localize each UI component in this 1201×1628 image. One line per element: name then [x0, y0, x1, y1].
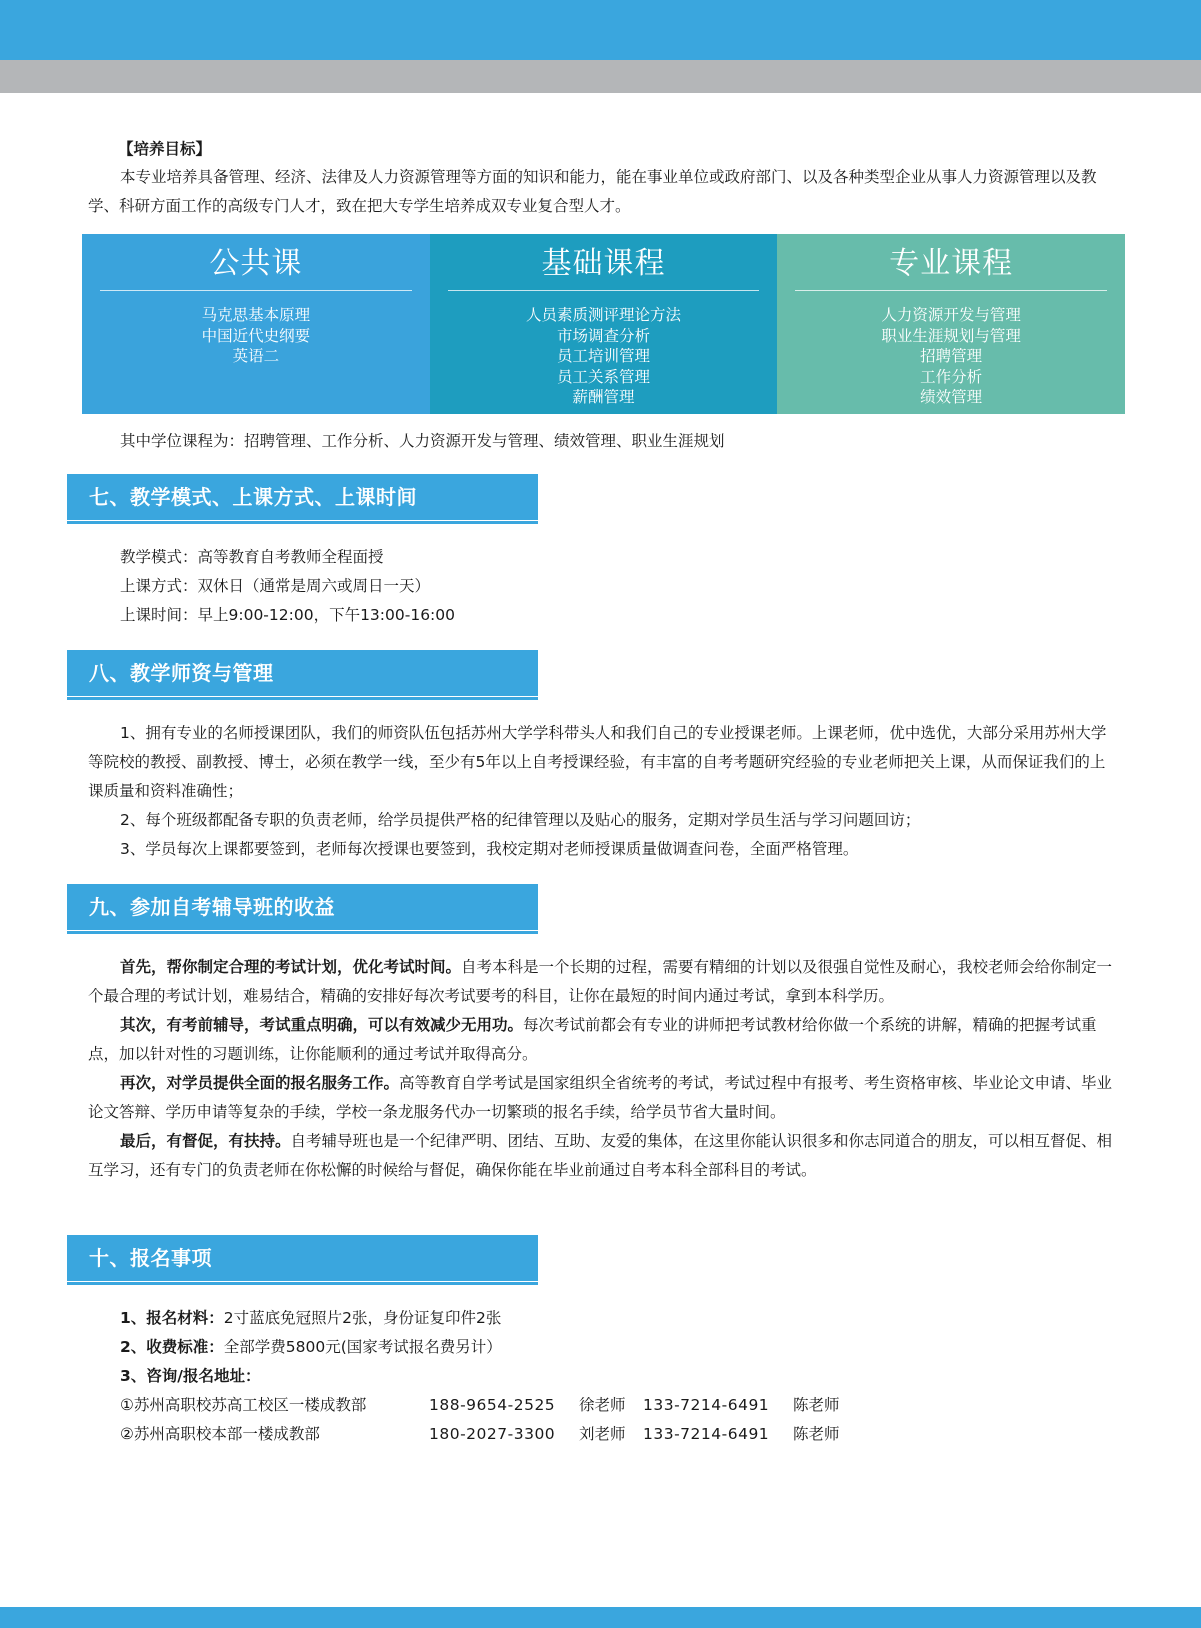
faculty-point-1: 1、拥有专业的名师授课团队，我们的师资队伍包括苏州大学学科带头人和我们自己的专业授课老师。上课老师，优中选优，大部分采用苏州大学等院校的教授、副教授、博士，必须在教学一线，至少有5年以上自考授课经验，有丰富的自考考题研究经验的专业老师把关上课，从而保证我们的上课质量和资料准确性；	[88, 724, 1107, 800]
teaching-mode: 教学模式：高等教育自考教师全程面授	[120, 548, 384, 566]
course-list	[430, 305, 778, 408]
faculty-paragraphs	[88, 719, 1118, 864]
faculty-point-3: 3、学员每次上课都要签到，老师每次授课也要签到，我校定期对老师授课质量做调查问卷，全面严格管理。	[120, 840, 859, 858]
divider	[100, 290, 412, 291]
contact-phone: 133-7214-6491	[643, 1396, 770, 1414]
course-item: 职业生涯规划与管理	[881, 326, 1021, 345]
course-column-title: 专业课程	[889, 246, 1014, 281]
contact-phone: 133-7214-6491	[643, 1425, 770, 1443]
course-column-public	[82, 234, 430, 414]
course-list	[777, 305, 1125, 408]
course-item: 工作分析	[920, 367, 983, 386]
contact-label-line	[120, 1362, 857, 1391]
course-item: 中国近代史纲要	[201, 326, 311, 345]
divider	[448, 290, 760, 291]
course-table	[82, 234, 1125, 414]
fee-line	[120, 1333, 857, 1362]
section-title-8: 八、教学师资与管理	[67, 650, 538, 696]
contact-location: ②苏州高职校本部一楼成教部	[120, 1425, 320, 1443]
contact-location: ①苏州高职校苏高工校区一楼成教部	[120, 1396, 367, 1414]
course-column-major	[777, 234, 1125, 414]
benefit-paragraphs	[88, 953, 1118, 1185]
course-column-title: 公共课	[209, 246, 303, 281]
contact-row	[120, 1391, 857, 1420]
benefit-3-heading: 再次，对学员提供全面的报名服务工作。	[120, 1074, 400, 1092]
contact-phone: 188-9654-2525	[429, 1396, 556, 1414]
top-blue-band	[0, 0, 1201, 60]
section-title-7: 七、教学模式、上课方式、上课时间	[67, 474, 538, 520]
course-item: 英语二	[232, 347, 280, 365]
class-time: 上课时间：早上9:00-12:00，下午13:00-16:00	[120, 606, 455, 624]
contact-name: 陈老师	[793, 1396, 840, 1414]
course-list	[82, 305, 430, 367]
benefit-4-heading: 最后，有督促，有扶持。	[120, 1132, 291, 1150]
contact-name: 陈老师	[793, 1425, 840, 1443]
contact-row	[120, 1420, 857, 1449]
goal-title: 【培养目标】	[118, 140, 212, 158]
materials-text: 2寸蓝底免冠照片2张，身份证复印件2张	[223, 1309, 502, 1327]
fee-text: 全部学费5800元(国家考试报名费另计）	[223, 1338, 502, 1356]
course-item: 招聘管理	[920, 347, 983, 365]
contact-name: 徐老师	[579, 1396, 626, 1414]
contact-label: 3、咨询/报名地址：	[120, 1367, 261, 1385]
bottom-blue-band	[0, 1607, 1201, 1628]
course-item: 员工培训管理	[557, 347, 651, 365]
course-item: 员工关系管理	[557, 367, 651, 386]
divider	[795, 290, 1107, 291]
materials-label: 1、报名材料：	[120, 1309, 224, 1327]
enrollment-info	[120, 1304, 857, 1449]
contact-phone: 180-2027-3300	[429, 1425, 556, 1443]
section-title-9: 九、参加自考辅导班的收益	[67, 884, 538, 930]
benefit-3	[88, 1069, 1118, 1127]
course-item: 马克思基本原理	[201, 306, 311, 324]
course-item: 薪酬管理	[572, 388, 635, 406]
benefit-4-text: 自考辅导班也是一个纪律严明、团结、互助、友爱的集体，在这里你能认识很多和你志同道合的朋友，可以相互督促、相互学习，还有专门的负责老师在你松懈的时候给与督促，确保你能在毕业前通过自考本科全部科目的考试。	[88, 1132, 1113, 1179]
course-column-title: 基础课程	[541, 246, 666, 281]
benefit-2-heading: 其次，有考前辅导，考试重点明确，可以有效减少无用功。	[120, 1016, 524, 1034]
benefit-1-heading: 首先，帮你制定合理的考试计划，优化考试时间。	[120, 958, 462, 976]
course-item: 市场调查分析	[557, 326, 651, 345]
section-title-10: 十、报名事项	[67, 1235, 538, 1281]
course-column-basic	[430, 234, 778, 414]
contact-name: 刘老师	[579, 1425, 626, 1443]
benefit-2	[88, 1011, 1118, 1069]
benefit-3-text: 高等教育自学考试是国家组织全省统考的考试，考试过程中有报考、考生资格审核、毕业论文申请、毕业论文答辩、学历申请等复杂的手续，学校一条龙服务代办一切繁琐的报名手续，给学员节省大量时间。	[88, 1074, 1113, 1121]
degree-courses: 其中学位课程为：招聘管理、工作分析、人力资源开发与管理、绩效管理、职业生涯规划	[120, 432, 725, 450]
fee-label: 2、收费标准：	[120, 1338, 224, 1356]
course-item: 人力资源开发与管理	[881, 306, 1021, 324]
faculty-point-2: 2、每个班级都配备专职的负责老师，给学员提供严格的纪律管理以及贴心的服务，定期对学员生活与学习问题回访；	[120, 811, 921, 829]
top-gray-band	[0, 60, 1201, 93]
materials-line	[120, 1304, 857, 1333]
class-method: 上课方式：双休日（通常是周六或周日一天）	[120, 577, 431, 595]
benefit-1-text: 自考本科是一个长期的过程，需要有精细的计划以及很强自觉性及耐心，我校老师会给你制定一个最合理的考试计划，难易结合，精确的安排好每次考试要考的科目，让你在最短的时间内通过考试，拿到本科学历。	[88, 958, 1113, 1005]
course-item: 人员素质测评理论方法	[526, 306, 682, 324]
benefit-4	[88, 1127, 1118, 1185]
benefit-2-text: 每次考试前都会有专业的讲师把考试教材给你做一个系统的讲解，精确的把握考试重点，加以针对性的习题训练，让你能顺利的通过考试并取得高分。	[88, 1016, 1097, 1063]
teaching-mode-list	[120, 543, 455, 630]
benefit-1	[88, 953, 1118, 1011]
course-item: 绩效管理	[920, 388, 983, 406]
goal-text: 本专业培养具备管理、经济、法律及人力资源管理等方面的知识和能力，能在事业单位或政府部门、以及各种类型企业从事人力资源管理以及教学、科研方面工作的高级专门人才，致在把大专学生培养成双专业复合型人才。	[88, 168, 1097, 215]
